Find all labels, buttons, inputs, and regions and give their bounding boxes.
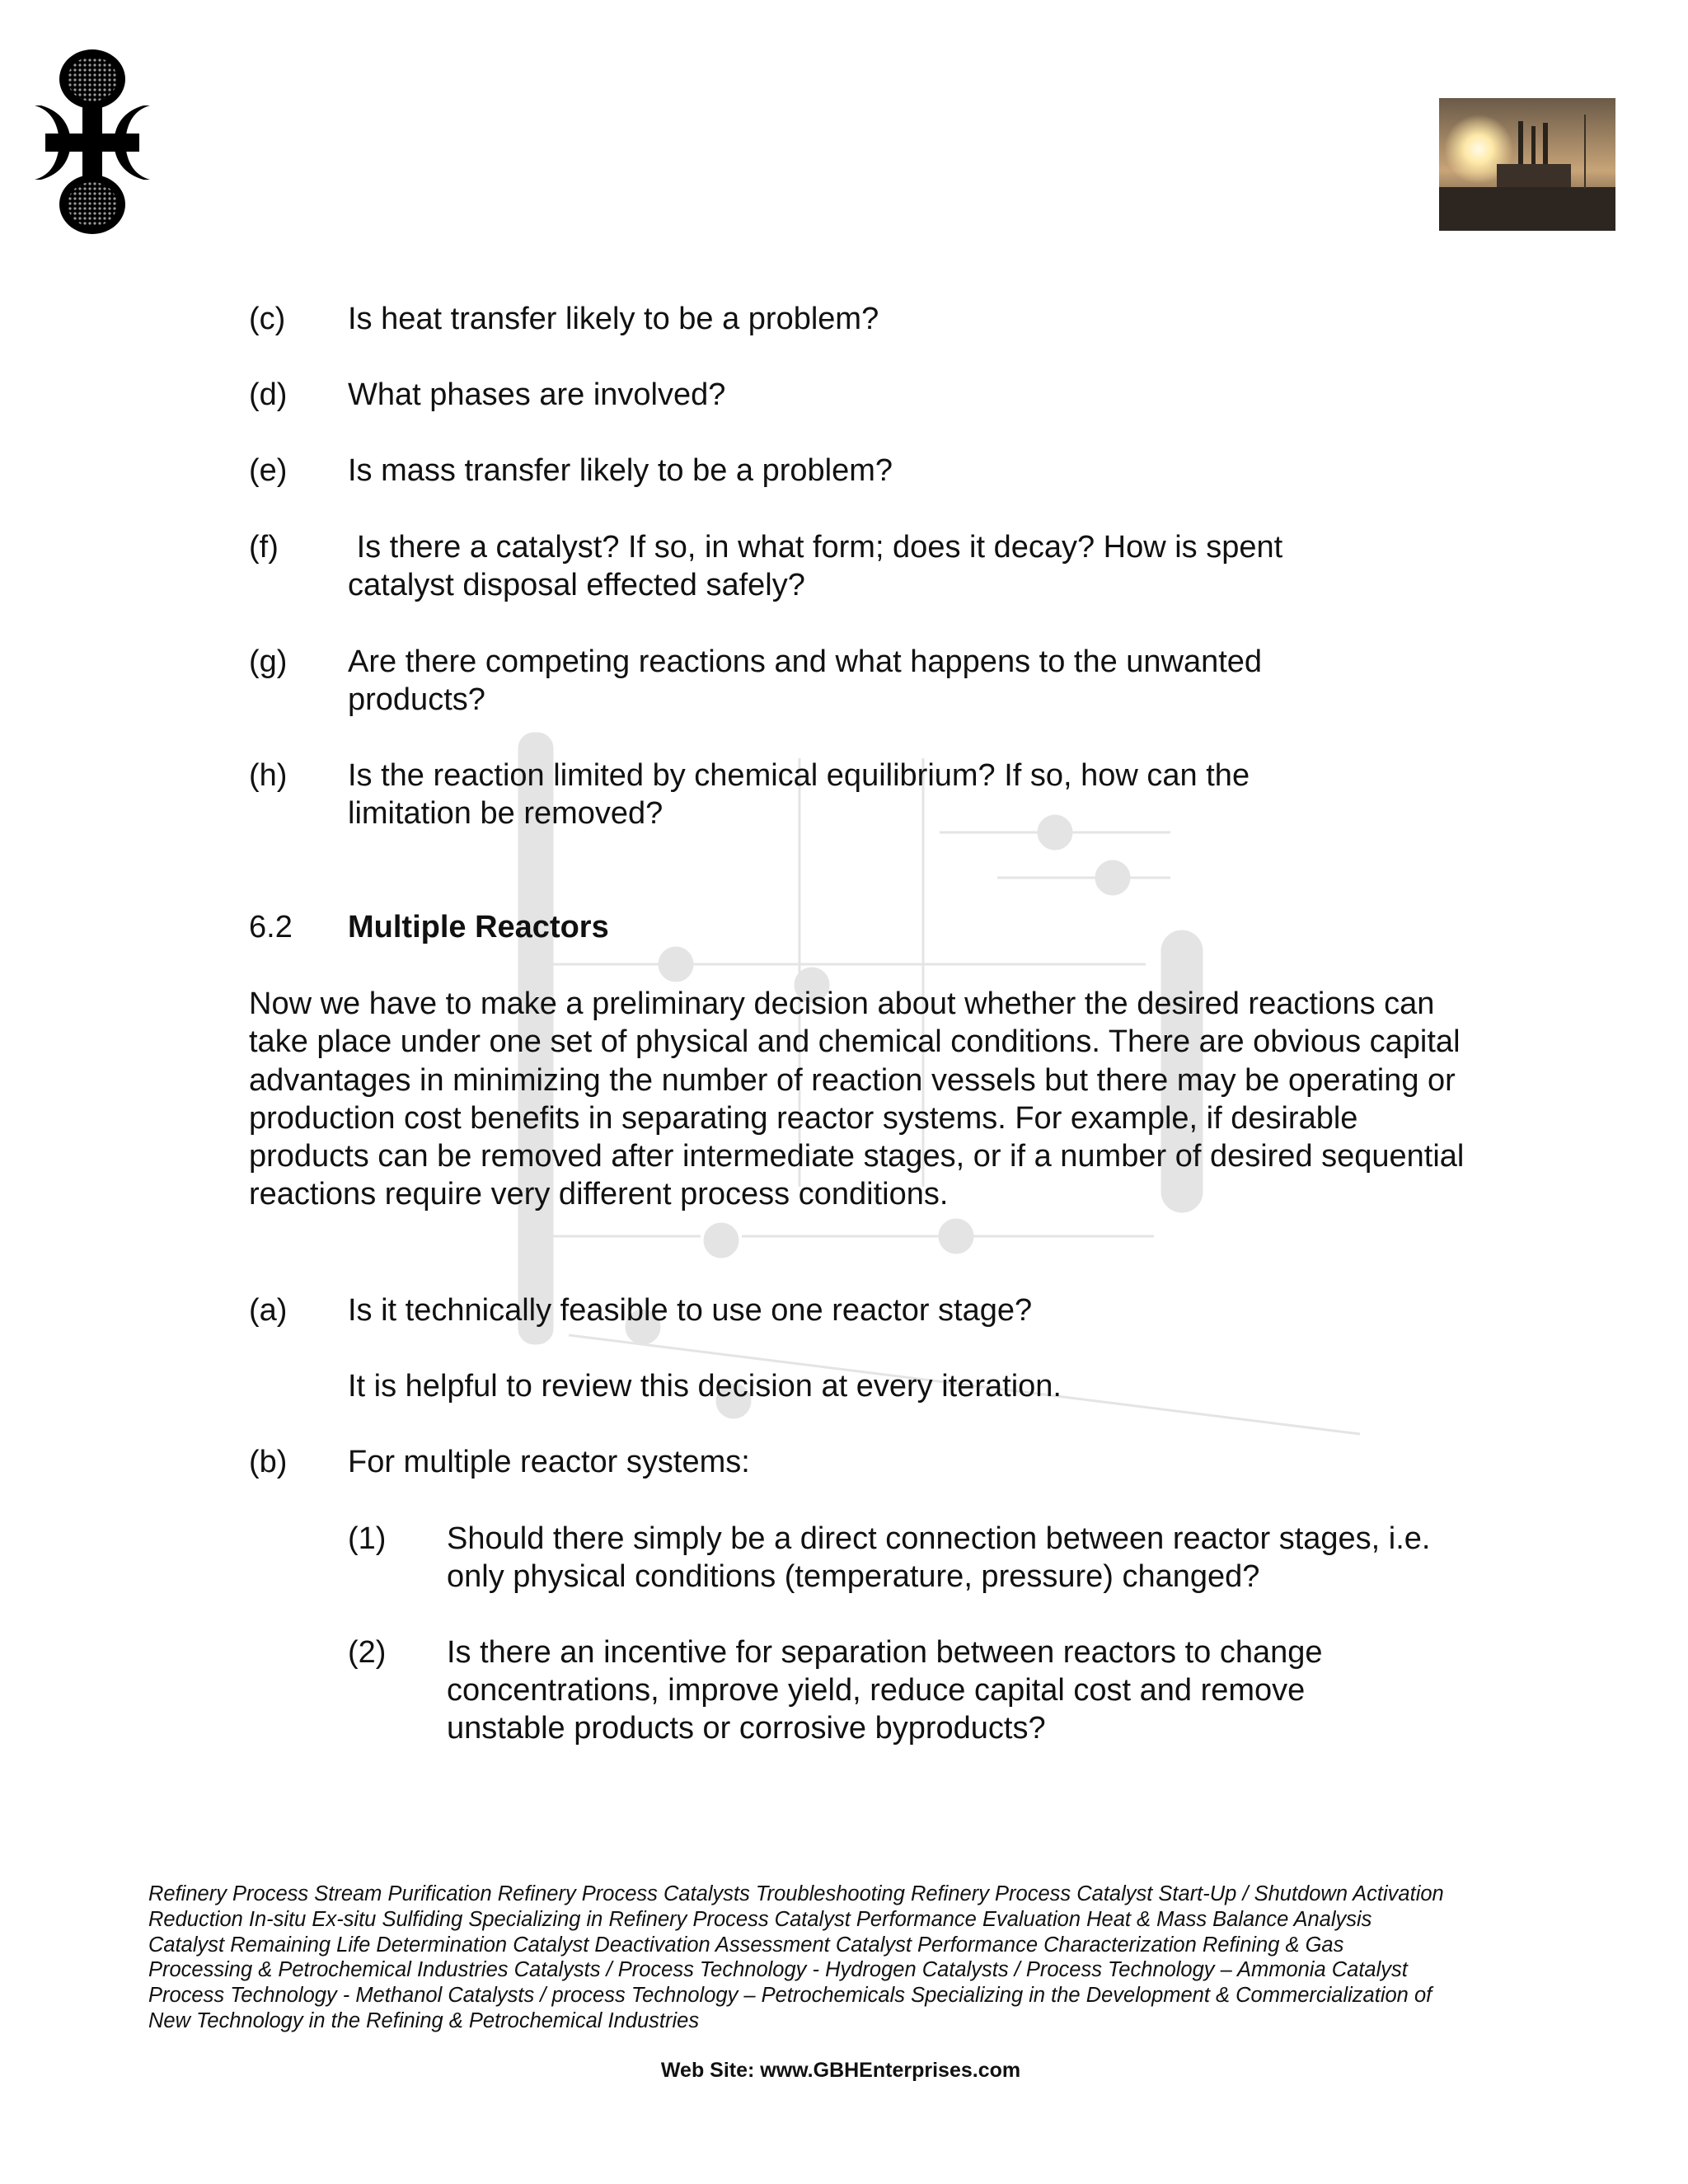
item-text: It is helpful to review this decision at every iteration. bbox=[348, 1369, 1062, 1404]
company-emblem-icon bbox=[33, 48, 157, 237]
item-label: (2) bbox=[348, 1635, 387, 1670]
refinery-sunset-photo bbox=[1439, 98, 1615, 231]
item-text: For multiple reactor systems: bbox=[348, 1445, 750, 1479]
item-label: (f) bbox=[249, 530, 279, 565]
item-text: What phases are involved? bbox=[348, 377, 726, 412]
item-label: (e) bbox=[249, 453, 288, 488]
item-text: Is the reaction limited by chemical equilibrium? If so, how can the limitation be removed? bbox=[348, 758, 1250, 831]
footer-description: Refinery Process Stream Purification Refinery Process Catalysts Troubleshooting Refinery Process Catalyst Start-Up / Shutdown Activation Reduction In-situ Ex-situ Sulfiding Specializing in Refinery Process Catalyst Performance Evaluation Heat & Mass Balance Analysis Catalyst Remaining Life Determination Catalyst Deactivation Assessment Catalyst Performance Characterization Refining & Gas Processing & Petrochemical Industries Catalysts / Process Technology - Hydrogen Catalysts / Process Technology – Ammonia Catalyst Process Technology - Methanol Catalysts / process Technology – Petrochemicals Specializing in the Development & Commercialization of New Technology in the Refining & Petrochemical Industries bbox=[148, 1882, 1444, 2032]
item-label: (c) bbox=[249, 302, 286, 336]
section-title: Multiple Reactors bbox=[348, 910, 609, 944]
item-label: (1) bbox=[348, 1521, 387, 1556]
footer-website[interactable]: Web Site: www.GBHEnterprises.com bbox=[660, 2059, 1021, 2082]
item-label: (b) bbox=[249, 1445, 288, 1479]
item-text: Should there simply be a direct connection between reactor stages, i.e. only physical conditions (temperature, pressure) changed? bbox=[447, 1521, 1431, 1594]
section-paragraph: Now we have to make a preliminary decision about whether the desired reactions can take place under one set of physical and chemical conditions. There are obvious capital advantages in minimizing the number of reaction vessels but there may be operating or production cost benefits in separating reactor systems. For example, if desirable products can be removed after intermediate stages, or if a number of desired sequential reactions require very different process conditions. bbox=[249, 987, 1465, 1212]
item-text: Is there an incentive for separation between reactors to change concentrations, improve yield, reduce capital cost and remove unstable products or corrosive byproducts? bbox=[447, 1635, 1323, 1746]
item-text: Is mass transfer likely to be a problem? bbox=[348, 453, 893, 488]
item-label: (a) bbox=[249, 1293, 288, 1328]
item-label: (d) bbox=[249, 377, 288, 412]
item-text: Is there a catalyst? If so, in what form; does it decay? How is spent catalyst disposal effected safely? bbox=[348, 530, 1292, 602]
item-text: Is it technically feasible to use one reactor stage? bbox=[348, 1293, 1033, 1328]
section-number: 6.2 bbox=[249, 910, 293, 944]
item-text: Is heat transfer likely to be a problem? bbox=[348, 302, 879, 336]
item-text: Are there competing reactions and what happens to the unwanted products? bbox=[348, 644, 1263, 717]
item-label: (g) bbox=[249, 644, 288, 679]
item-label: (h) bbox=[249, 758, 288, 793]
